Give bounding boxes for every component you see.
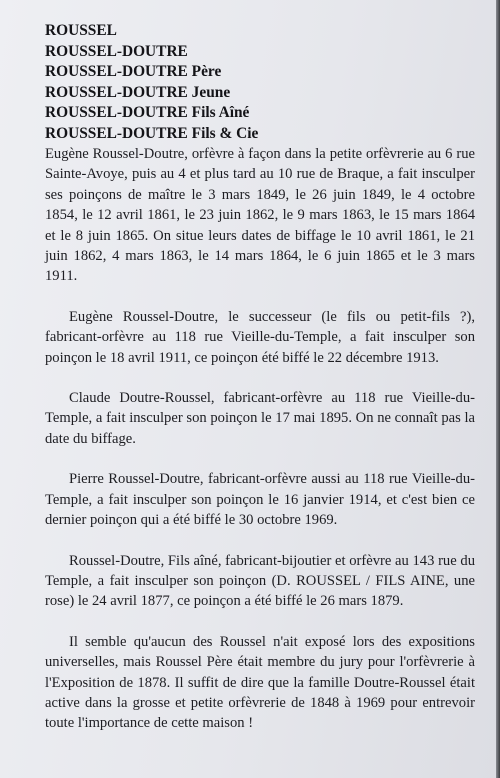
intro-paragraph: Eugène Roussel-Doutre, orfèvre à façon dans la petite orfèvrerie au 6 rue Sainte-Avoye, puis au 4 et plus tard au 10 rue de Braque, a fait insculper ses poinçons de maître le 3 mars 1849, le 26 juin 1849, le 4 octobre 1854, le 12 avril 1861, le 23 juin 1862, le 9 mars 1863, le 15 mars 1864 et le 8 juin 1865. On situe leurs dates de biffage le 10 avril 1861, le 21 juin 1862, 4 mars 1863, le 14 mars 1864, le 6 juin 1865 et le 3 mars 1911. [45,146,475,285]
paragraph-spacer [45,531,475,551]
paragraph-spacer [45,449,475,469]
page-edge-shadow [496,0,500,778]
heading-roussel-doutre-jeune: ROUSSEL-DOUTRE Jeune [45,83,231,101]
heading-roussel-doutre-fils-aine: ROUSSEL-DOUTRE Fils Aîné [45,104,250,121]
heading-roussel-doutre: ROUSSEL-DOUTRE [45,42,188,60]
heading-roussel-doutre-pere: ROUSSEL-DOUTRE Père [45,63,222,80]
paragraph-claude: Claude Doutre-Roussel, fabricant-orfèvre au 118 rue Vieille-du-Temple, a fait insculper son poinçon le 17 mai 1895. On ne connaît pas la date du biffage. [45,390,475,447]
heading-roussel: ROUSSEL [45,22,117,39]
paragraph-spacer [45,287,475,307]
heading-roussel-doutre-fils-cie: ROUSSEL-DOUTRE Fils & Cie [45,124,259,142]
paragraph-spacer [45,368,475,388]
paragraph-fils-aine: Roussel-Doutre, Fils aîné, fabricant-bijoutier et orfèvre au 143 rue du Temple, a fait insculper son poinçon (D. ROUSSEL / FILS AINE, une rose) le 24 avril 1877, ce poinçon a été biffé le 26 mars 1879. [45,552,475,610]
paragraph-pierre: Pierre Roussel-Doutre, fabricant-orfèvre aussi au 118 rue Vieille-du-Temple, a fait insculper son poinçon le 16 janvier 1914, et c'est bien ce dernier poinçon qui a été biffé le 30 octobre 1969. [45,471,475,529]
paragraph-spacer [45,612,475,632]
page-content [45,21,475,734]
paragraph-successor: Eugène Roussel-Doutre, le successeur (le fils ou petit-fils ?), fabricant-orfèvre au 118 rue Vieille-du-Temple, a fait insculper son poinçon le 18 avril 1911, ce poinçon été biffé le 22 décembre 1913. [45,308,475,366]
heading-list [45,21,475,144]
paragraph-expositions: Il semble qu'aucun des Roussel n'ait exposé lors des expositions universelles, mais Roussel Père était membre du jury pour l'orfèvrerie à l'Exposition de 1878. Il suffit de dire que la famille Doutre-Roussel était active dans la grosse et petite orfèvrerie de 1848 à 1969 pour entrevoir toute l'importance de cette maison ! [45,633,475,732]
